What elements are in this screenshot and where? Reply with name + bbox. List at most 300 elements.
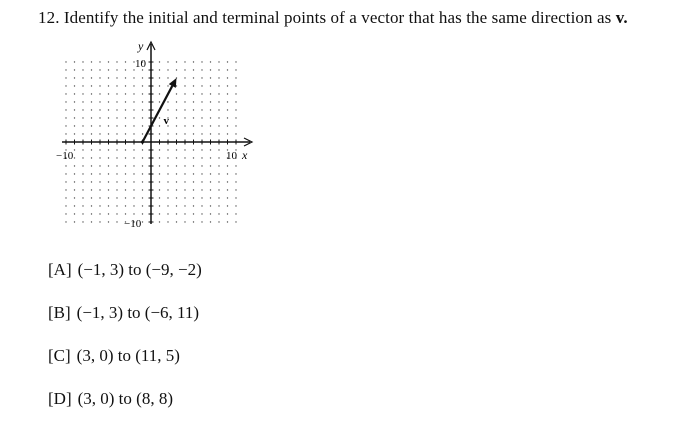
question-text: [38, 8, 628, 28]
grid-dot: [99, 221, 100, 222]
grid-dot: [184, 221, 185, 222]
grid-dot: [65, 125, 66, 126]
grid-dot: [99, 165, 100, 166]
grid-dot: [167, 101, 168, 102]
grid-dot: [159, 205, 160, 206]
choice-text: (−1, 3) to (−6, 11): [76, 303, 200, 322]
grid-dot: [108, 213, 109, 214]
grid-dot: [167, 149, 168, 150]
grid-dot: [65, 85, 66, 86]
grid-dot: [133, 173, 134, 174]
grid-dot: [133, 157, 134, 158]
grid-dot: [82, 93, 83, 94]
grid-dot: [108, 77, 109, 78]
grid-dot: [74, 197, 75, 198]
grid-dot: [142, 181, 143, 182]
grid-dot: [99, 205, 100, 206]
grid-dot: [133, 165, 134, 166]
grid-dot: [74, 173, 75, 174]
grid-dot: [108, 117, 109, 118]
grid-dot: [116, 205, 117, 206]
grid-dot: [193, 173, 194, 174]
grid-dot: [82, 173, 83, 174]
grid-dot: [99, 149, 100, 150]
grid-dot: [176, 61, 177, 62]
grid-dot: [167, 221, 168, 222]
tick-label-neg-y: −10: [124, 218, 142, 230]
grid-dot: [125, 133, 126, 134]
grid-dot: [201, 133, 202, 134]
grid-dot: [74, 77, 75, 78]
grid-dot: [193, 117, 194, 118]
grid-dot: [116, 117, 117, 118]
grid-dot: [201, 221, 202, 222]
grid-dot: [82, 125, 83, 126]
grid-dot: [193, 157, 194, 158]
grid-dot: [193, 213, 194, 214]
grid-dot: [125, 165, 126, 166]
grid-dot: [227, 93, 228, 94]
grid-dot: [184, 189, 185, 190]
grid-dot: [99, 133, 100, 134]
grid-dot: [159, 157, 160, 158]
grid-dot: [201, 181, 202, 182]
grid-dot: [184, 125, 185, 126]
grid-dot: [210, 221, 211, 222]
grid-dot: [99, 213, 100, 214]
grid-dot: [142, 221, 143, 222]
grid-dot: [184, 61, 185, 62]
grid-dot: [133, 149, 134, 150]
grid-dot: [235, 109, 236, 110]
choice-c[interactable]: [48, 344, 202, 387]
grid-dot: [218, 181, 219, 182]
grid-dot: [235, 205, 236, 206]
grid-dot: [159, 197, 160, 198]
grid-dot: [133, 101, 134, 102]
grid-dot: [65, 165, 66, 166]
grid-dot: [65, 173, 66, 174]
grid-dot: [218, 109, 219, 110]
grid-dot: [218, 205, 219, 206]
grid-dot: [218, 213, 219, 214]
choice-letter: [D]: [48, 389, 72, 408]
grid-dot: [82, 101, 83, 102]
grid-dot: [65, 93, 66, 94]
grid-dot: [65, 109, 66, 110]
grid-dot: [210, 101, 211, 102]
grid-dot: [235, 197, 236, 198]
grid-dot: [82, 197, 83, 198]
grid-dot: [184, 197, 185, 198]
grid-dot: [91, 181, 92, 182]
grid-dot: [133, 125, 134, 126]
grid-dot: [235, 117, 236, 118]
grid-dot: [142, 101, 143, 102]
grid-dot: [167, 61, 168, 62]
grid-dot: [133, 213, 134, 214]
choice-a[interactable]: [48, 258, 202, 301]
choice-letter: [B]: [48, 303, 71, 322]
grid-dot: [235, 93, 236, 94]
tick-label-neg-x: −10: [56, 150, 74, 162]
grid-dot: [210, 149, 211, 150]
grid-dot: [218, 197, 219, 198]
grid-dot: [159, 101, 160, 102]
grid-dot: [193, 77, 194, 78]
grid-dot: [235, 173, 236, 174]
grid-dot: [91, 173, 92, 174]
grid-dot: [116, 181, 117, 182]
grid-dot: [91, 77, 92, 78]
grid-dot: [91, 221, 92, 222]
grid-dot: [125, 69, 126, 70]
grid-dot: [159, 181, 160, 182]
grid-dot: [184, 85, 185, 86]
grid-dot: [184, 133, 185, 134]
grid-dot: [184, 157, 185, 158]
grid-dot: [227, 213, 228, 214]
grid-dot: [99, 189, 100, 190]
grid-dot: [235, 101, 236, 102]
grid-dot: [82, 165, 83, 166]
grid-dot: [227, 165, 228, 166]
grid-dot: [210, 117, 211, 118]
grid-dot: [116, 109, 117, 110]
grid-dot: [133, 109, 134, 110]
grid-dot: [108, 189, 109, 190]
grid-dot: [125, 205, 126, 206]
grid-dot: [210, 173, 211, 174]
grid-dot: [227, 125, 228, 126]
grid-dot: [218, 117, 219, 118]
grid-dot: [125, 213, 126, 214]
grid-dot: [235, 213, 236, 214]
grid-dot: [82, 157, 83, 158]
grid-dot: [167, 109, 168, 110]
grid-dot: [91, 157, 92, 158]
grid-dot: [235, 125, 236, 126]
grid-dot: [201, 85, 202, 86]
grid-dot: [193, 149, 194, 150]
grid-dot: [167, 197, 168, 198]
grid-dot: [167, 173, 168, 174]
grid-dot: [116, 173, 117, 174]
grid-dot: [159, 93, 160, 94]
grid-dot: [176, 189, 177, 190]
grid-dot: [193, 189, 194, 190]
grid-dot: [201, 189, 202, 190]
grid-dot: [176, 197, 177, 198]
grid-dot: [201, 149, 202, 150]
grid-dot: [65, 77, 66, 78]
grid-dot: [74, 157, 75, 158]
grid-dot: [116, 125, 117, 126]
grid-dot: [82, 77, 83, 78]
grid-dot: [210, 165, 211, 166]
grid-dot: [74, 221, 75, 222]
grid-dot: [201, 157, 202, 158]
grid-dot: [184, 93, 185, 94]
grid-dot: [218, 165, 219, 166]
grid-dot: [193, 101, 194, 102]
grid-dot: [167, 205, 168, 206]
grid-dot: [82, 61, 83, 62]
grid-dot: [235, 189, 236, 190]
grid-dot: [159, 213, 160, 214]
grid-dot: [108, 133, 109, 134]
grid-dot: [82, 69, 83, 70]
grid-dot: [193, 205, 194, 206]
grid-dot: [116, 69, 117, 70]
grid-dot: [74, 61, 75, 62]
grid-dot: [116, 93, 117, 94]
grid-dot: [82, 85, 83, 86]
choice-b[interactable]: [48, 301, 202, 344]
grid-dot: [74, 93, 75, 94]
grid-dot: [176, 93, 177, 94]
grid-dot: [184, 205, 185, 206]
grid-dot: [82, 109, 83, 110]
grid-dot: [133, 197, 134, 198]
grid-dot: [176, 221, 177, 222]
grid-dot: [91, 117, 92, 118]
grid-dot: [227, 181, 228, 182]
grid-dot: [74, 117, 75, 118]
grid-dot: [159, 85, 160, 86]
grid-dot: [99, 69, 100, 70]
grid-dot: [91, 61, 92, 62]
grid-dot: [142, 197, 143, 198]
choice-letter: [A]: [48, 260, 72, 279]
grid-dot: [176, 133, 177, 134]
grid-dot: [210, 133, 211, 134]
grid-dot: [193, 133, 194, 134]
grid-dot: [91, 133, 92, 134]
x-axis-label: x: [242, 148, 248, 162]
grid-dot: [235, 133, 236, 134]
coordinate-graph: [50, 38, 270, 238]
grid-dot: [99, 61, 100, 62]
grid-dot: [108, 197, 109, 198]
grid-dot: [176, 101, 177, 102]
grid-dot: [116, 133, 117, 134]
grid-dot: [108, 125, 109, 126]
grid-dot: [227, 61, 228, 62]
grid-dot: [82, 133, 83, 134]
grid-dot: [235, 77, 236, 78]
grid-dot: [184, 213, 185, 214]
grid-dot: [142, 85, 143, 86]
grid-dot: [125, 101, 126, 102]
grid-dot: [218, 221, 219, 222]
grid-dot: [99, 77, 100, 78]
grid-dot: [201, 61, 202, 62]
grid-dot: [91, 93, 92, 94]
grid-dot: [227, 173, 228, 174]
grid-dot: [184, 181, 185, 182]
grid-dot: [210, 77, 211, 78]
grid-dot: [159, 165, 160, 166]
grid-dot: [201, 109, 202, 110]
grid-dot: [133, 85, 134, 86]
grid-dot: [176, 157, 177, 158]
grid-dot: [218, 149, 219, 150]
grid-dot: [142, 165, 143, 166]
grid-dot: [227, 205, 228, 206]
choice-text: (3, 0) to (11, 5): [76, 346, 180, 365]
grid-dot: [142, 205, 143, 206]
grid-dot: [184, 117, 185, 118]
grid-dot: [227, 101, 228, 102]
grid-dot: [74, 149, 75, 150]
grid-dot: [108, 109, 109, 110]
grid-dot: [201, 205, 202, 206]
grid-dot: [74, 109, 75, 110]
grid-dot: [116, 221, 117, 222]
question-prompt: Identify the initial and terminal points of a vector that has the same direction as: [63, 8, 612, 27]
grid-dot: [91, 213, 92, 214]
grid-dot: [193, 85, 194, 86]
grid-dot: [74, 189, 75, 190]
grid-dot: [218, 157, 219, 158]
grid-dot: [218, 61, 219, 62]
grid-dot: [159, 125, 160, 126]
grid-dot: [133, 93, 134, 94]
grid-dot: [176, 173, 177, 174]
grid-dot: [108, 85, 109, 86]
grid-dot: [108, 149, 109, 150]
grid-dot: [167, 165, 168, 166]
grid-dot: [133, 133, 134, 134]
grid-dot: [167, 85, 168, 86]
grid-dot: [193, 221, 194, 222]
grid-dot: [116, 149, 117, 150]
grid-dot: [99, 85, 100, 86]
grid-dot: [74, 133, 75, 134]
grid-dot: [193, 165, 194, 166]
grid-dot: [159, 189, 160, 190]
grid-dot: [176, 213, 177, 214]
choice-d[interactable]: [48, 387, 202, 430]
grid-dot: [184, 165, 185, 166]
grid-dot: [108, 165, 109, 166]
grid-dot: [142, 133, 143, 134]
choice-text: (−1, 3) to (−9, −2): [77, 260, 202, 279]
grid-dot: [116, 85, 117, 86]
grid-dot: [176, 165, 177, 166]
grid-dot: [176, 85, 177, 86]
grid-dot: [227, 77, 228, 78]
grid-dot: [210, 93, 211, 94]
grid-dot: [167, 189, 168, 190]
grid-dot: [91, 205, 92, 206]
grid-dot: [99, 93, 100, 94]
grid-dot: [74, 125, 75, 126]
grid-dot: [116, 77, 117, 78]
grid-dot: [65, 221, 66, 222]
grid-dot: [108, 221, 109, 222]
grid-dot: [91, 101, 92, 102]
grid-dot: [167, 77, 168, 78]
grid-dot: [99, 109, 100, 110]
grid-dot: [176, 181, 177, 182]
grid-dot: [184, 69, 185, 70]
grid-dot: [108, 101, 109, 102]
grid-dot: [125, 197, 126, 198]
grid-dot: [142, 125, 143, 126]
grid-dot: [108, 157, 109, 158]
grid-dot: [65, 133, 66, 134]
choice-letter: [C]: [48, 346, 71, 365]
grid-dot: [227, 189, 228, 190]
grid-dot: [99, 181, 100, 182]
grid-dot: [227, 133, 228, 134]
grid-dot: [91, 197, 92, 198]
grid-dot: [125, 61, 126, 62]
grid-dot: [235, 61, 236, 62]
grid-dot: [227, 69, 228, 70]
grid-dot: [201, 213, 202, 214]
grid-dot: [167, 213, 168, 214]
grid-dot: [218, 101, 219, 102]
grid-dot: [82, 213, 83, 214]
grid-dot: [201, 77, 202, 78]
grid-dot: [176, 117, 177, 118]
grid-dot: [108, 93, 109, 94]
grid-dot: [159, 77, 160, 78]
grid-dot: [218, 173, 219, 174]
grid-dot: [167, 157, 168, 158]
grid-dot: [82, 205, 83, 206]
grid-dot: [218, 77, 219, 78]
grid-dot: [99, 117, 100, 118]
grid-dot: [125, 173, 126, 174]
answer-choices: [48, 258, 202, 430]
grid-dot: [116, 157, 117, 158]
grid-dot: [91, 69, 92, 70]
grid-dot: [201, 165, 202, 166]
grid-dot: [108, 69, 109, 70]
grid-dot: [193, 93, 194, 94]
grid-dot: [218, 189, 219, 190]
grid-dot: [235, 181, 236, 182]
grid-dot: [159, 69, 160, 70]
grid-dot: [142, 189, 143, 190]
grid-dot: [201, 93, 202, 94]
grid-dot: [218, 133, 219, 134]
grid-dot: [74, 101, 75, 102]
grid-dot: [125, 189, 126, 190]
grid-dot: [235, 221, 236, 222]
grid-dot: [116, 61, 117, 62]
grid-dot: [142, 149, 143, 150]
grid-dot: [133, 205, 134, 206]
grid-dot: [99, 101, 100, 102]
grid-dot: [210, 205, 211, 206]
grid-dot: [133, 117, 134, 118]
grid-dot: [167, 133, 168, 134]
grid-dot: [125, 109, 126, 110]
grid-dot: [65, 181, 66, 182]
grid-dot: [159, 149, 160, 150]
grid-dot: [125, 157, 126, 158]
vector-symbol: v.: [615, 8, 628, 27]
grid-dot: [201, 69, 202, 70]
grid-dot: [65, 205, 66, 206]
grid-dot: [159, 117, 160, 118]
grid-dot: [142, 117, 143, 118]
